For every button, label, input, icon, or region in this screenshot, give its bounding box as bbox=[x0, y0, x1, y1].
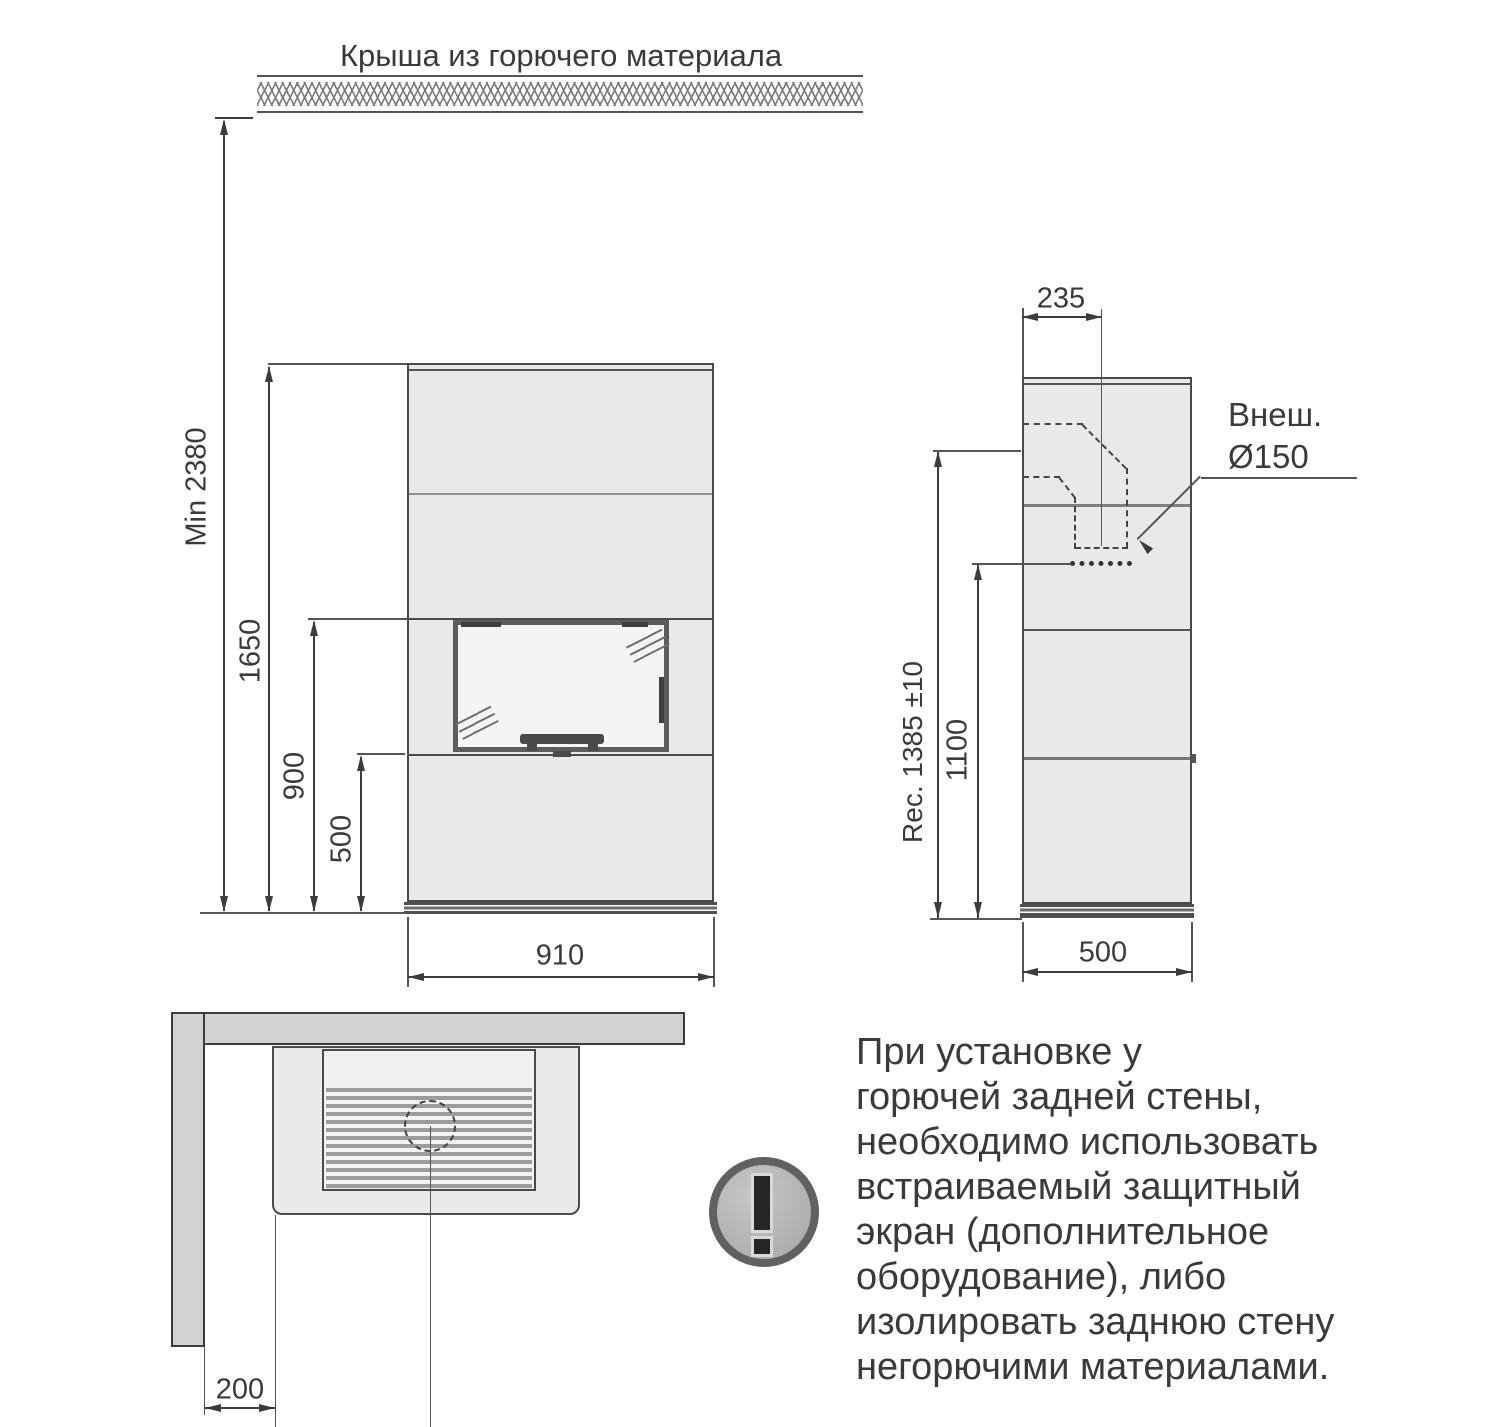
warning-text-line: оборудование), либо bbox=[856, 1256, 1227, 1298]
arrow-down bbox=[265, 896, 273, 912]
arrow-down bbox=[934, 902, 942, 918]
flue-label-line2: Ø150 bbox=[1228, 438, 1309, 475]
floor-extension-line bbox=[200, 912, 407, 914]
arrow-down bbox=[974, 902, 982, 918]
dim-line-1100 bbox=[977, 565, 979, 918]
flue-label-line1: Внеш. bbox=[1228, 396, 1323, 433]
dim-500-label: 500 bbox=[325, 814, 358, 864]
warning-text-line: необходимо использовать bbox=[856, 1121, 1319, 1163]
dim-200-label: 200 bbox=[215, 1373, 265, 1406]
flue-dashed-left bbox=[1074, 497, 1076, 549]
warning-text bbox=[856, 1030, 1334, 1390]
side-division-2 bbox=[1024, 757, 1190, 760]
door-center-tab bbox=[553, 751, 571, 757]
door-handle-foot-left bbox=[527, 744, 537, 751]
arrow-right bbox=[259, 1404, 275, 1412]
dim-1100-label: 1100 bbox=[941, 718, 974, 782]
arrow-left bbox=[1022, 313, 1038, 321]
stove-edge-extension bbox=[275, 1215, 276, 1427]
door-hinge-right bbox=[622, 622, 648, 627]
dim-line-910 bbox=[408, 976, 714, 978]
arrow-left bbox=[1022, 968, 1038, 976]
extension-line bbox=[268, 363, 407, 365]
roof-hatch-strip bbox=[257, 75, 863, 113]
dim-900-label: 900 bbox=[278, 751, 311, 801]
back-wall bbox=[171, 1012, 685, 1045]
arrow-left bbox=[205, 1404, 221, 1412]
side-plinth bbox=[1020, 904, 1194, 918]
extension-line bbox=[972, 563, 1071, 565]
dim-line-rec1385 bbox=[937, 452, 939, 918]
arrow-up bbox=[265, 366, 273, 382]
warning-text-line: негорючими материалами. bbox=[856, 1346, 1330, 1388]
flue-centerline bbox=[1101, 309, 1102, 546]
roof-hatch-pattern bbox=[257, 82, 863, 106]
side-division-1 bbox=[1024, 629, 1190, 631]
dim-min-height-label: Min 2380 bbox=[180, 427, 213, 547]
door-handle bbox=[520, 734, 604, 744]
arrow-up bbox=[357, 755, 365, 771]
dim-line-depth500 bbox=[1022, 971, 1192, 973]
arrow-up bbox=[220, 119, 228, 135]
flue-centerline-vertical bbox=[430, 1126, 431, 1427]
arrow-right bbox=[1176, 968, 1192, 976]
floor-extension-line bbox=[930, 918, 1022, 920]
arrow-down bbox=[310, 896, 318, 912]
arrow-down bbox=[357, 896, 365, 912]
dim-rec1385-label: Rec. 1385 ±10 bbox=[897, 661, 928, 843]
arrow-left bbox=[408, 973, 424, 981]
arrow-up bbox=[934, 451, 942, 467]
side-wall bbox=[171, 1012, 205, 1347]
exclamation-dot bbox=[751, 1236, 773, 1257]
front-plinth bbox=[404, 902, 717, 914]
arrow-down bbox=[220, 896, 228, 912]
dim-235-label: 235 bbox=[1036, 282, 1086, 315]
leader-underline bbox=[1201, 477, 1357, 479]
warning-text-line: экран (дополнительное bbox=[856, 1211, 1270, 1253]
dim-line-min2380 bbox=[223, 121, 225, 911]
exclamation-bar bbox=[751, 1173, 773, 1233]
dim-depth500-label: 500 bbox=[1078, 936, 1128, 969]
dim-line-1650 bbox=[268, 367, 270, 911]
dim-1650-label: 1650 bbox=[234, 618, 267, 684]
door-handle-foot-right bbox=[588, 744, 598, 751]
dim-line-500 bbox=[360, 757, 362, 911]
roof-label: Крыша из горючего материала bbox=[340, 38, 783, 73]
arrow-right bbox=[1086, 313, 1102, 321]
extension-line bbox=[308, 618, 407, 620]
warning-text-line: изолировать заднюю стену bbox=[856, 1301, 1335, 1343]
warning-text-line: встраиваемый защитный bbox=[856, 1166, 1301, 1208]
arrow-up bbox=[974, 564, 982, 580]
extension-line bbox=[933, 450, 1021, 452]
dim-910-label: 910 bbox=[535, 939, 585, 972]
front-top-cap-line bbox=[409, 369, 712, 371]
arrow-right bbox=[698, 973, 714, 981]
flue-dashed-top bbox=[1023, 423, 1083, 425]
side-knob bbox=[1191, 754, 1196, 763]
flue-collar bbox=[1070, 561, 1132, 566]
warning-text-line: При установке у bbox=[856, 1031, 1142, 1073]
side-top-cap-line bbox=[1024, 383, 1190, 385]
dim-line-900 bbox=[313, 622, 315, 911]
side-division-dark bbox=[1024, 504, 1190, 507]
warning-text-line: горючей задней стены, bbox=[856, 1076, 1263, 1118]
door-latch-bar bbox=[659, 677, 664, 723]
flue-spigot-top bbox=[1075, 547, 1128, 549]
front-division-1 bbox=[409, 493, 712, 495]
flue-dashed-bottom bbox=[1023, 476, 1060, 478]
flue-dashed-right bbox=[1126, 468, 1128, 548]
door-hinge-left bbox=[461, 622, 501, 627]
side-body bbox=[1022, 377, 1192, 904]
arrow-up bbox=[310, 620, 318, 636]
